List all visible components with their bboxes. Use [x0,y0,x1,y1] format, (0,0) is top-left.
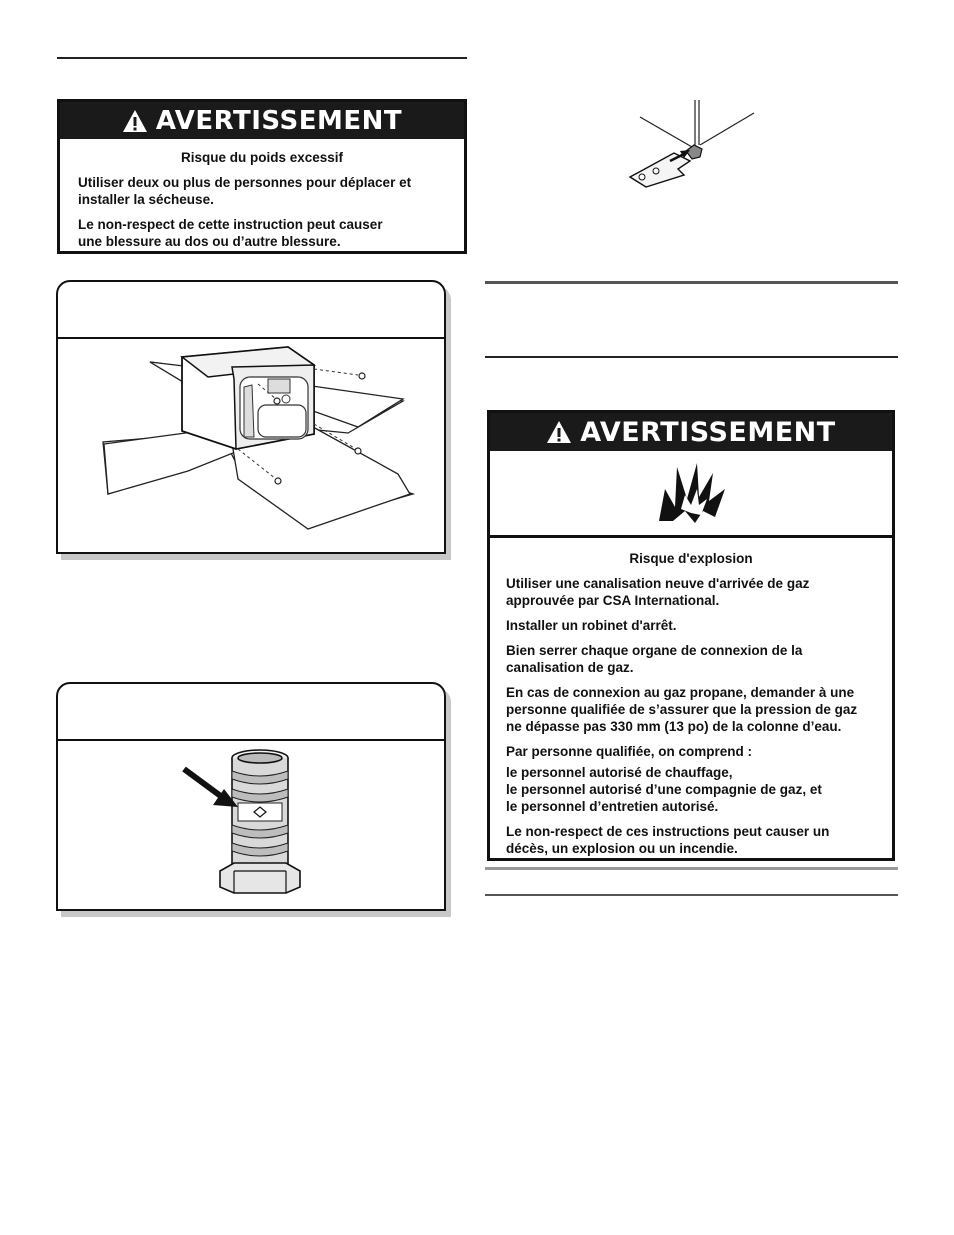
warning-body [490,538,892,857]
warning-header-text: AVERTISSEMENT [580,416,836,448]
warning-line: le personnel d’entretien autorisé. [506,799,719,814]
top-left-rule [57,57,467,59]
warning-triangle-icon [122,109,148,133]
section-rule [485,356,898,358]
warning-header [60,102,464,139]
warning-line: Par personne qualifiée, on comprend : [506,744,753,759]
section-rule [485,867,898,870]
explosion-symbol-area [490,451,892,538]
warning-triangle-icon [546,420,572,444]
leveling-leg-illustration [58,741,444,909]
warning-line: Le non-respect de ces instructions peut causer un décès, un explosion ou un incendie. [506,824,830,856]
weight-warning-box [57,99,467,254]
warning-line: Utiliser une canalisation neuve d'arrivée de gaz approuvée par CSA International. [506,576,810,608]
warning-line: Utiliser deux ou plus de personnes pour déplacer et installer la sécheuse. [78,175,412,207]
hazard-title: Risque d'explosion [629,551,753,566]
anti-tip-bracket-illustration [620,95,760,195]
hazard-title: Risque du poids excessif [180,150,344,165]
warning-body [60,139,464,250]
warning-line: En cas de connexion au gaz propane, demander à une personne qualifiée de s’assurer que la pression de gaz ne dépasse pas 330 mm (13 po) de la colonne d’eau. [506,685,858,734]
warning-line: le personnel autorisé de chauffage, [506,765,733,780]
warning-header-text: AVERTISSEMENT [155,105,403,136]
pointer-arrow-icon [184,769,238,807]
section-rule [485,281,898,284]
leveling-leg-figure [56,682,446,911]
warning-line: le personnel autorisé d’une compagnie de gaz, et [506,782,822,797]
section-rule [485,894,898,896]
explosion-icon [655,459,727,527]
warning-line: Le non-respect de cette instruction peut causer une blessure au dos ou d’autre blessure. [78,217,383,249]
warning-line: Installer un robinet d'arrêt. [506,618,677,633]
dryer-carton-illustration [58,339,444,552]
warning-header [490,413,892,451]
warning-line: Bien serrer chaque organe de connexion de la canalisation de gaz. [506,643,803,675]
explosion-warning-box [487,410,895,861]
dryer-carton-figure [56,280,446,554]
